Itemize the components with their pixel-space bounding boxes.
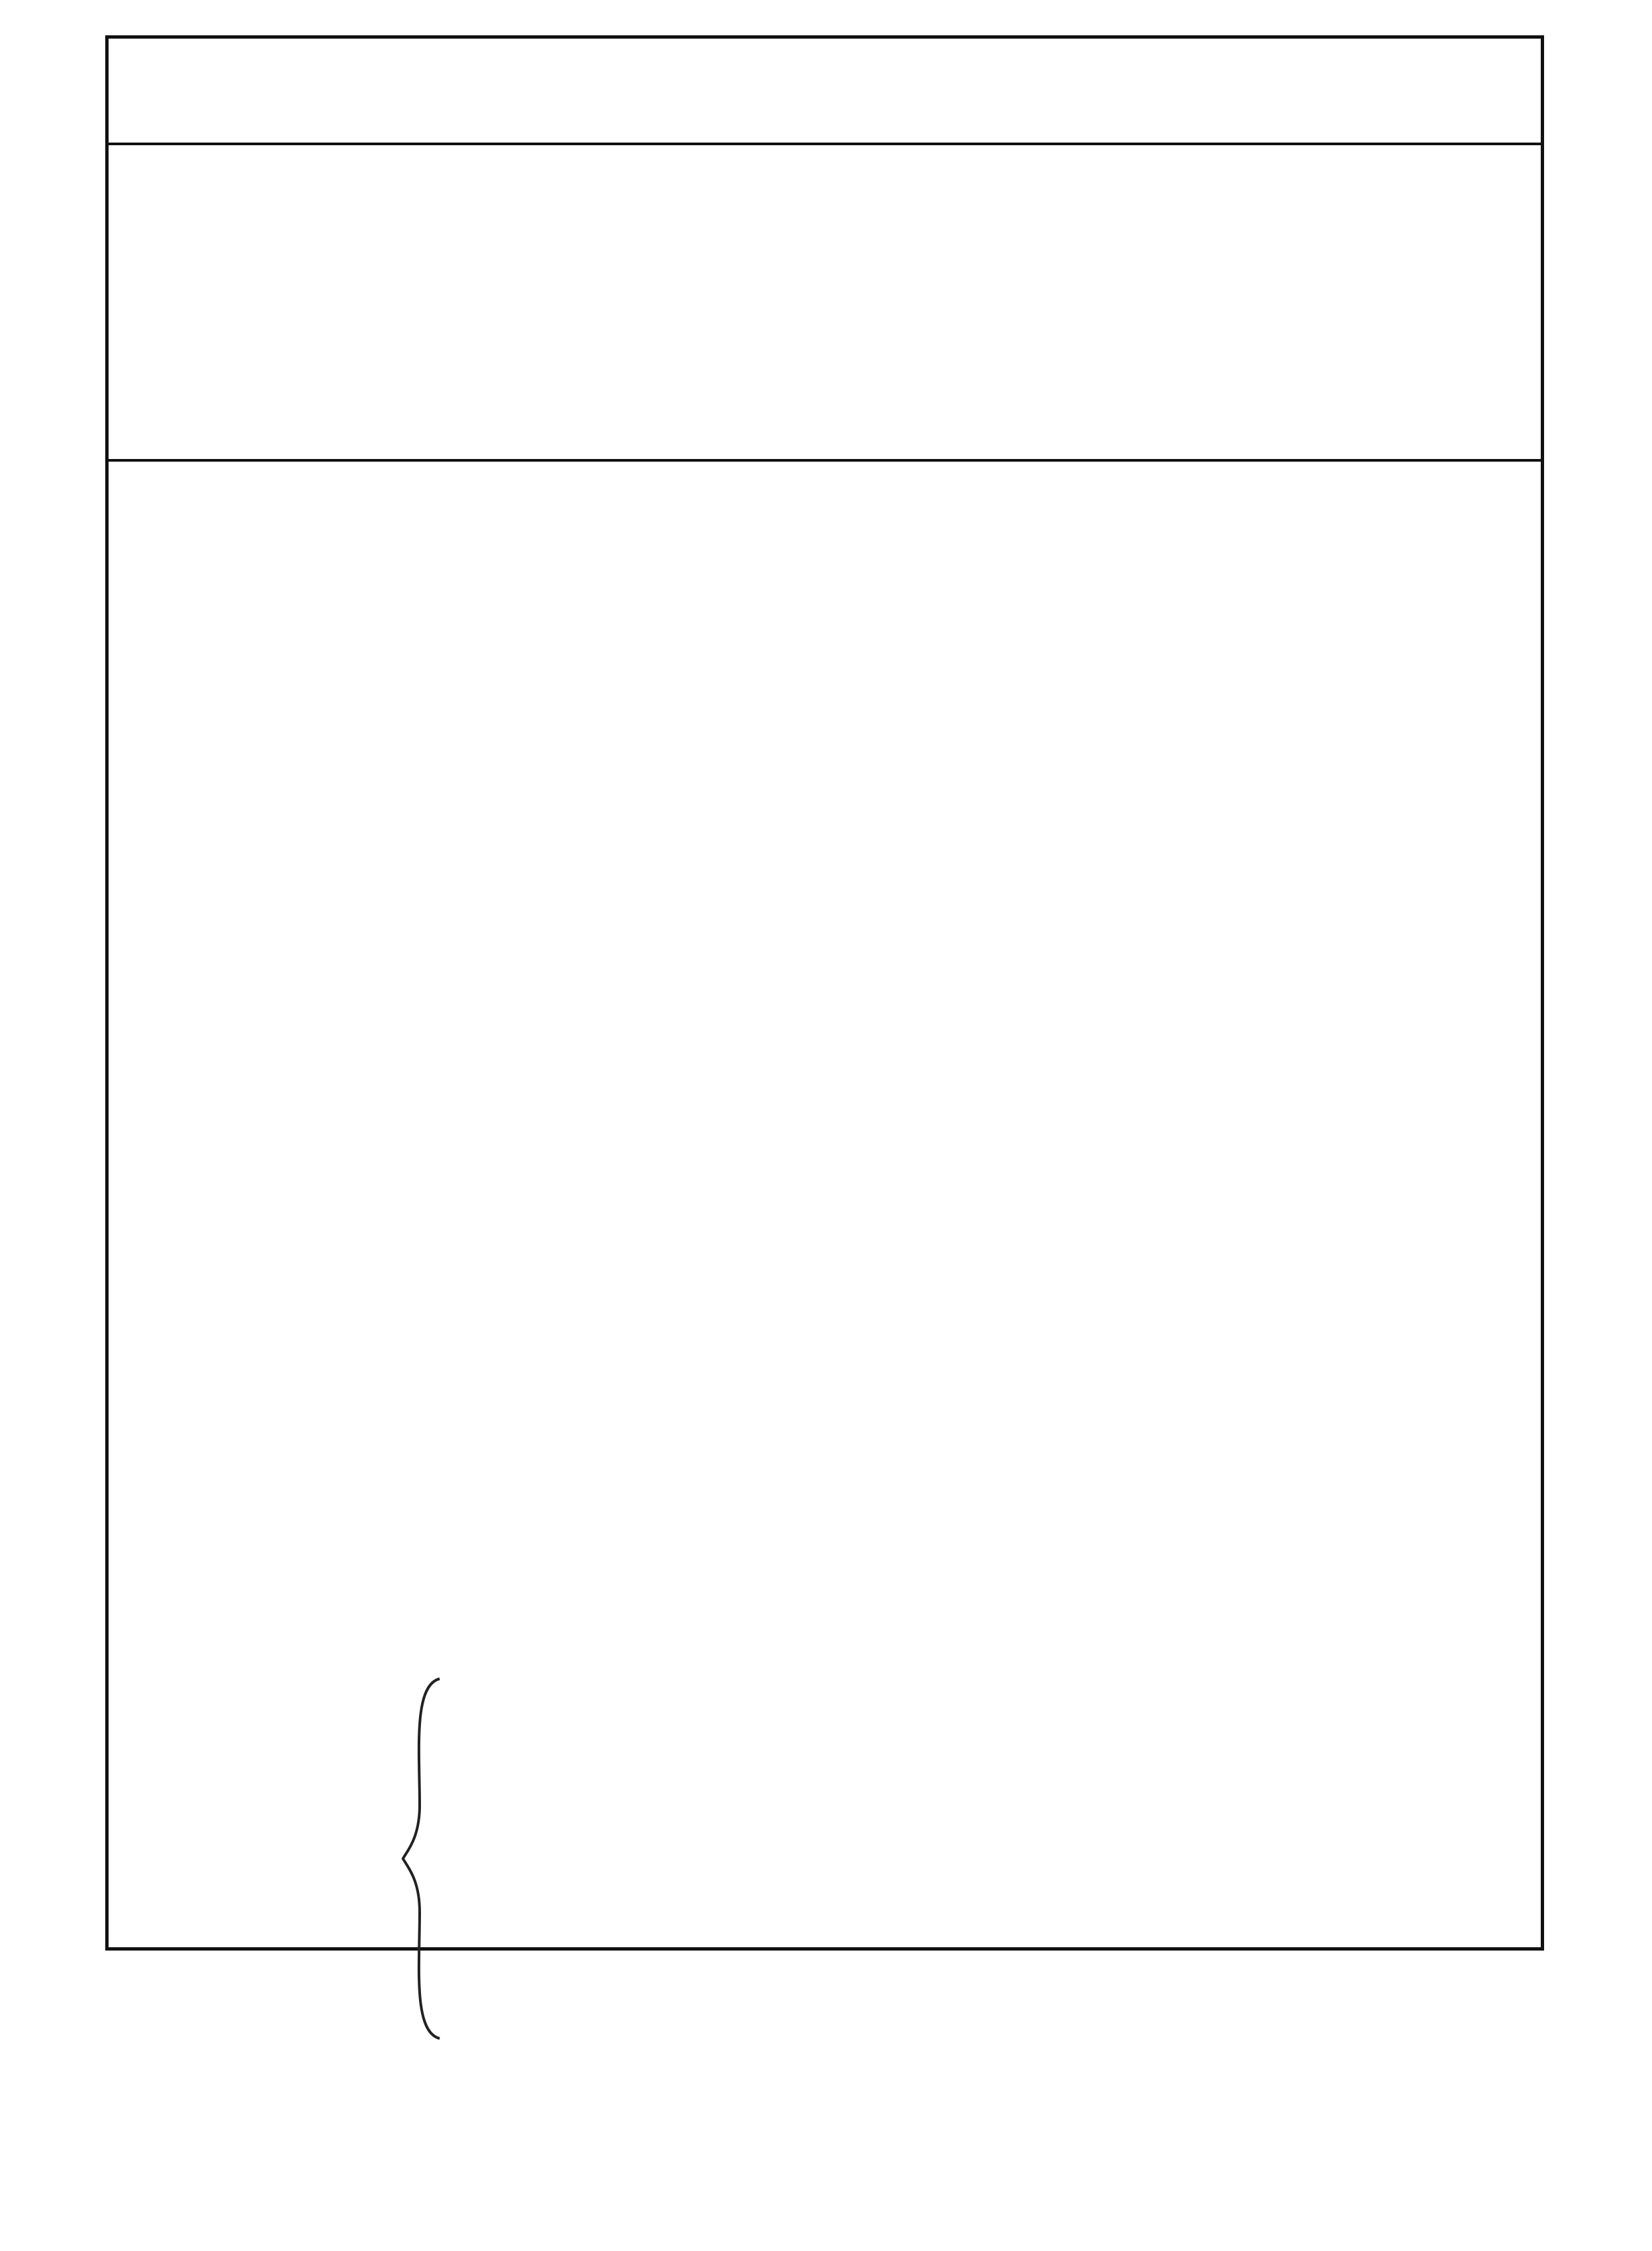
title-box	[109, 39, 1541, 145]
intro-section	[109, 143, 1541, 462]
handwritten-brace	[400, 1672, 453, 2045]
survey-form	[105, 35, 1544, 1951]
